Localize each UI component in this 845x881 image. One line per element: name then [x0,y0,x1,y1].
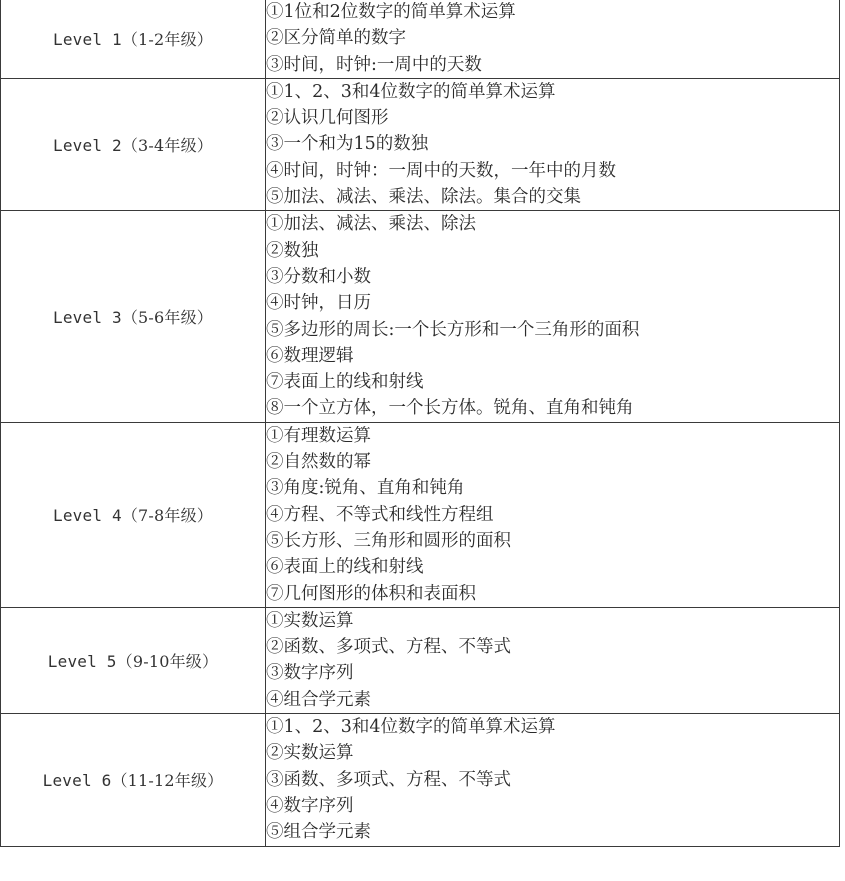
topic-item: ⑥数理逻辑 [266,345,354,366]
level-row [1,714,840,846]
topic-list-cell [266,714,840,846]
level-label-cell [1,211,266,422]
topic-item: ③角度:锐角、直角和钝角 [266,478,465,499]
topic-item: ①1、2、3和4位数字的简单算术运算 [266,81,556,102]
topic-list-cell [266,211,840,422]
level-grade-range: （1-2年级） [121,29,213,49]
level-name: Level 3 [52,308,122,328]
level-row [1,211,840,422]
topic-list-cell [266,0,840,78]
page-bottom-edge [0,874,845,881]
level-grade-range: （3-4年级） [121,136,213,156]
topic-item: ①1位和2位数字的简单算术运算 [266,2,516,22]
topic-list-cell [266,607,840,713]
topic-item: ⑤多边形的周长:一个长方形和一个三角形的面积 [266,319,640,340]
topic-item: ③数字序列 [266,663,354,684]
level-label-cell [1,607,266,713]
topic-item: ②自然数的幂 [266,452,371,473]
topic-item: ①加法、减法、乘法、除法 [266,214,476,235]
topic-item: ①1、2、3和4位数字的简单算术运算 [266,717,556,738]
topic-item: ①有理数运算 [266,425,371,446]
topic-item: ③一个和为15的数独 [266,134,429,155]
topic-item: ④数字序列 [266,795,354,816]
level-row [1,607,840,713]
level-grade-range: （7-8年级） [121,506,213,526]
level-label-cell [1,0,266,78]
topic-item: ③时间，时钟:一周中的天数 [266,54,482,75]
topic-item: ⑤组合学元素 [266,822,371,843]
topic-item: ④组合学元素 [266,689,371,710]
topic-item: ⑦表面上的线和射线 [266,372,424,393]
level-grade-range: （9-10年级） [116,651,219,671]
topic-item: ⑤长方形、三角形和圆形的面积 [266,530,511,551]
topic-item: ②数独 [266,240,319,261]
topic-item: ②区分简单的数字 [266,28,406,49]
topic-item: ③函数、多项式、方程、不等式 [266,769,511,790]
topic-item: ④时间，时钟：一周中的天数，一年中的月数 [266,160,616,181]
topic-item: ⑤加法、减法、乘法、除法。集合的交集 [266,187,581,208]
topic-item: ④时钟，日历 [266,293,371,314]
level-table-body [1,0,840,846]
level-label-cell [1,422,266,607]
topic-item: ②函数、多项式、方程、不等式 [266,637,511,658]
level-name: Level 2 [52,136,122,156]
topic-list-cell [266,78,840,210]
topic-item: ⑧一个立方体，一个长方体。锐角、直角和钝角 [266,398,634,419]
topic-item: ②实数运算 [266,743,354,764]
level-name: Level 6 [42,771,112,791]
level-grade-range: （11-12年级） [111,771,224,791]
level-grade-range: （5-6年级） [121,308,213,328]
topic-item: ③分数和小数 [266,266,371,287]
topic-item: ⑥表面上的线和射线 [266,557,424,578]
topic-item: ⑦几何图形的体积和表面积 [266,583,476,604]
level-row [1,0,840,78]
level-row [1,422,840,607]
topic-item: ②认识几何图形 [266,108,389,129]
level-row [1,78,840,210]
topic-item: ④方程、不等式和线性方程组 [266,504,494,525]
level-label-cell [1,78,266,210]
topic-list-cell [266,422,840,607]
level-name: Level 1 [52,29,122,49]
topic-item: ①实数运算 [266,610,354,631]
level-name: Level 4 [52,506,122,526]
level-name: Level 5 [47,651,117,671]
level-label-cell [1,714,266,846]
